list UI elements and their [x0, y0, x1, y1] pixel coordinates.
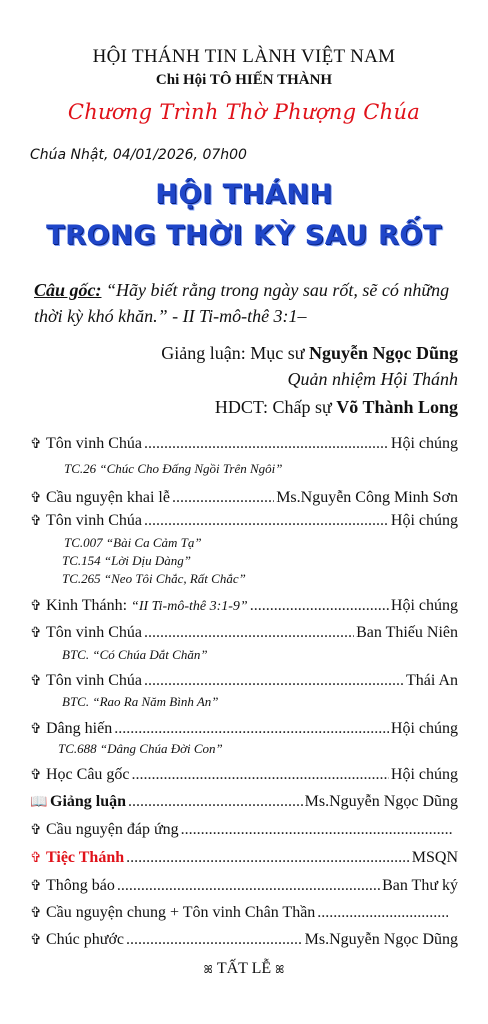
preacher-role: Quản nhiệm Hội Thánh [287, 369, 458, 389]
cross-icon: ✞ [30, 673, 42, 689]
closing-text: TẤT LỄ [216, 960, 272, 977]
order-label: Thông báo [46, 877, 115, 894]
closing [0, 960, 488, 978]
program-title: Chương Trình Thờ Phượng Chúa [67, 100, 421, 124]
order-label: Tôn vinh Chúa [46, 435, 142, 452]
cross-icon: ✞ [30, 850, 42, 866]
order-leader: Hội chúng [390, 512, 458, 529]
flourish-icon: ꕤ [203, 964, 213, 976]
hymn-item: TC.154 “Lời Dịu Dàng” [62, 553, 192, 568]
order-label: Cầu nguyện khai lễ [46, 489, 170, 506]
order-leader: Hội chúng [390, 435, 458, 452]
order-label: Tôn vinh Chúa [46, 624, 142, 641]
order-leader: MSQN [411, 849, 458, 866]
order-label: Giảng luận [50, 793, 127, 810]
hymn-item: TC.26 “Chúc Cho Đấng Ngồi Trên Ngôi” [64, 461, 283, 476]
order-leader: Hội chúng [390, 766, 458, 783]
sermon-title-line1: HỘI THÁNH [155, 179, 333, 210]
order-item [30, 435, 458, 457]
order-leader: Hội chúng [390, 720, 458, 737]
order-item [30, 489, 458, 511]
order-item [30, 849, 458, 871]
order-item [30, 821, 454, 843]
order-item [30, 877, 458, 899]
service-leader [215, 397, 458, 418]
flourish-icon: ꕤ [275, 964, 285, 976]
order-item [30, 512, 458, 534]
order-label: Cầu nguyện đáp ứng [46, 821, 179, 838]
order-item [30, 793, 458, 815]
order-leader: Ms.Nguyễn Công Minh Sơn [276, 489, 458, 506]
cross-icon: ✞ [30, 878, 42, 894]
book-icon: 📖 [30, 794, 48, 810]
order-label: Học Câu gốc [46, 766, 130, 783]
order-leader: Thái An [406, 672, 458, 689]
cross-icon: ✞ [30, 767, 42, 783]
order-item [30, 720, 458, 742]
hymn-item: TC.265 “Neo Tôi Chắc, Rất Chắc” [62, 571, 246, 586]
cross-icon: ✞ [30, 905, 42, 921]
key-verse-text: “Hãy biết rằng trong ngày sau rốt, sẽ có những thời kỳ khó khăn.” - II Ti-mô-thê 3:1– [34, 280, 450, 326]
sermon-title-line2: TRONG THỜI KỲ SAU RỐT [46, 220, 442, 251]
cross-icon: ✞ [30, 490, 42, 506]
order-label: Dâng hiến [46, 720, 113, 737]
key-verse [34, 277, 464, 329]
cross-icon: ✞ [30, 513, 42, 529]
order-label: Tôn vinh Chúa [46, 672, 142, 689]
scripture-ref: “II Ti-mô-thê 3:1-9” [131, 599, 248, 614]
branch-name: Chi Hội TÔ HIẾN THÀNH [155, 72, 333, 88]
hymn-item: TC.007 “Bài Ca Cảm Tạ” [64, 535, 202, 550]
order-leader: Ban Thiếu Niên [356, 624, 458, 641]
hymn-item: BTC. “Rao Ra Năm Bình An” [62, 694, 219, 709]
key-verse-label: Câu gốc: [34, 280, 102, 300]
hymn-item: TC.688 “Dâng Chúa Đời Con” [58, 741, 223, 756]
order-item [30, 904, 450, 926]
order-label: Cầu nguyện chung + Tôn vinh Chân Thần [46, 904, 316, 921]
service-date: Chúa Nhật, 04/01/2026, 07h00 [30, 147, 247, 163]
church-name: HỘI THÁNH TIN LÀNH VIỆT NAM [92, 46, 396, 67]
cross-icon: ✞ [30, 436, 42, 452]
order-leader: Ms.Nguyễn Ngọc Dũng [304, 793, 458, 810]
order-label: Chúc phước [46, 931, 125, 948]
cross-icon: ✞ [30, 721, 42, 737]
order-item [30, 766, 458, 788]
cross-icon: ✞ [30, 822, 42, 838]
preacher [161, 343, 458, 364]
order-item [30, 931, 458, 953]
cross-icon: ✞ [30, 625, 42, 641]
cross-icon: ✞ [30, 598, 42, 614]
order-label: Kinh Thánh: [46, 597, 132, 614]
preacher-prefix: Giảng luận: Mục sư [161, 343, 309, 363]
order-leader: Hội chúng [390, 597, 458, 614]
order-item [30, 672, 458, 694]
cross-icon: ✞ [30, 932, 42, 948]
order-label: Tiệc Thánh [46, 849, 125, 866]
preacher-name: Nguyễn Ngọc Dũng [308, 343, 458, 363]
hymn-item: BTC. “Có Chúa Dắt Chăn” [62, 647, 208, 662]
hdct-prefix: HDCT: Chấp sự [214, 397, 337, 417]
order-leader: Ban Thư ký [382, 877, 458, 894]
order-item [30, 597, 458, 619]
hdct-name: Võ Thành Long [336, 397, 458, 417]
order-label: Tôn vinh Chúa [46, 512, 142, 529]
order-item [30, 624, 458, 646]
order-leader: Ms.Nguyễn Ngọc Dũng [304, 931, 458, 948]
